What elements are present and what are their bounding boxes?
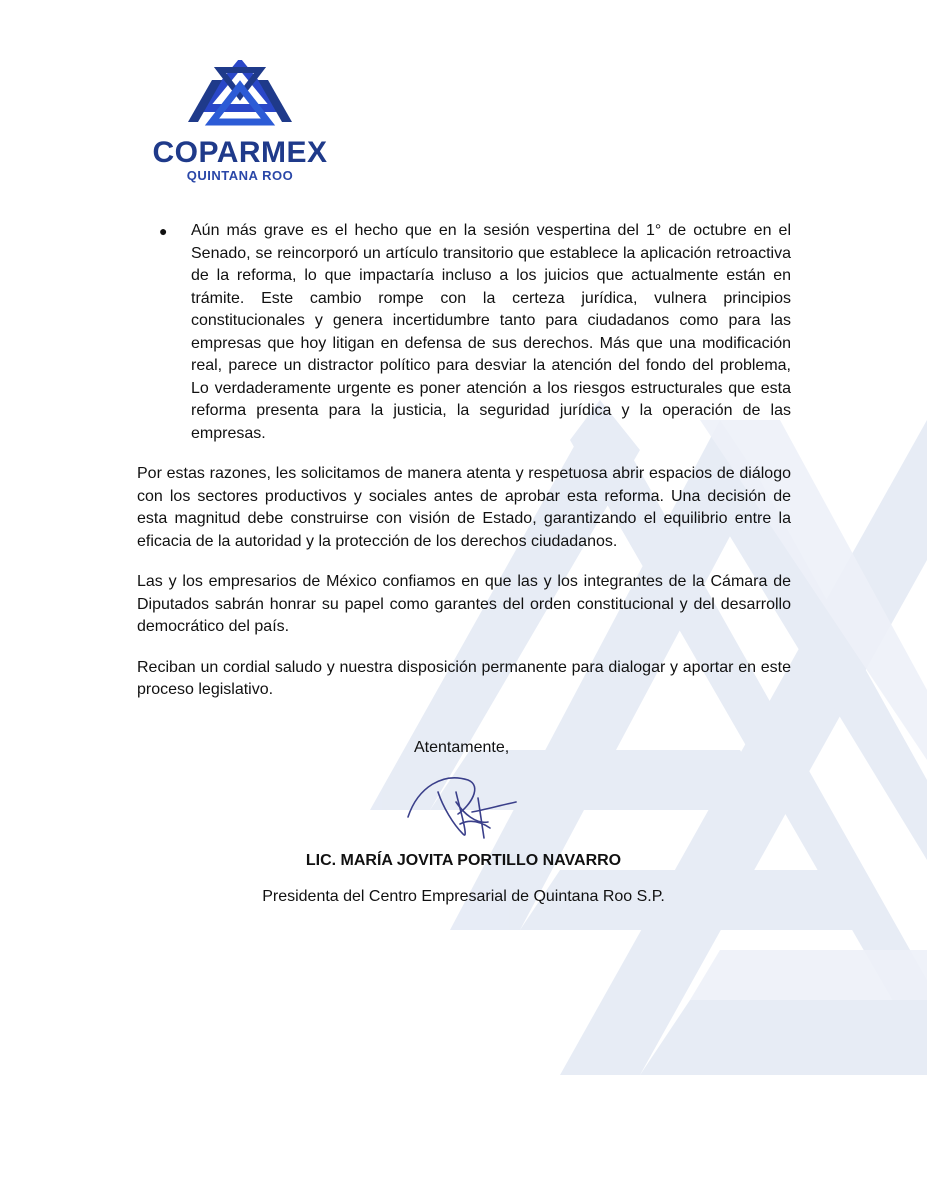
paragraph-trust: Las y los empresarios de México confiamos en que las y los integrantes de la Cámara de Diputados sabrán honrar su papel como garantes del orden constitucional y del desarrollo democrático del país.	[137, 573, 791, 635]
paragraph-greeting: Reciban un cordial saludo y nuestra disposición permanente para dialogar y aportar en este proceso legislativo.	[137, 658, 791, 698]
bullet-item	[137, 220, 791, 445]
bullet-dot-icon: ●	[159, 223, 168, 239]
signature-icon	[398, 762, 528, 847]
letter-body	[137, 220, 791, 720]
brand-name: COPARMEX	[152, 136, 328, 169]
paragraph-request: Por estas razones, les solicitamos de manera atenta y respetuosa abrir espacios de diálogo con los sectores productivos y sociales antes de aprobar esta reforma. Una decisión de esta magnitud debe construirse con visión de Estado, garantizando el equilibrio entre la eficacia de la autoridad y la protección de los derechos ciudadanos.	[137, 465, 791, 550]
closing-salutation: Atentamente,	[414, 739, 510, 756]
signer-name: LIC. MARÍA JOVITA PORTILLO NAVARRO	[305, 852, 622, 869]
brand-subtitle: QUINTANA ROO	[186, 168, 294, 183]
signer-title: Presidenta del Centro Empresarial de Quintana Roo S.P.	[262, 888, 665, 905]
bullet-text: Aún más grave es el hecho que en la sesión vespertina del 1° de octubre en el Senado, se reincorporó un artículo transitorio que establece la aplicación retroactiva de la reforma, lo que impactaría incluso a los juicios que actualmente están en trámite. Este cambio rompe con la certeza jurídica, vulnera principios constitucionales y genera incertidumbre tanto para ciudadanos como para las empresas que hoy litigan en defensa de sus derechos. Más que una modificación real, parece un distractor político para desviar la atención del fondo del problema, Lo verdaderamente urgente es poner atención a los riesgos estructurales que esta reforma presenta para la justicia, la seguridad jurídica y la operación de las empresas.	[191, 222, 791, 442]
